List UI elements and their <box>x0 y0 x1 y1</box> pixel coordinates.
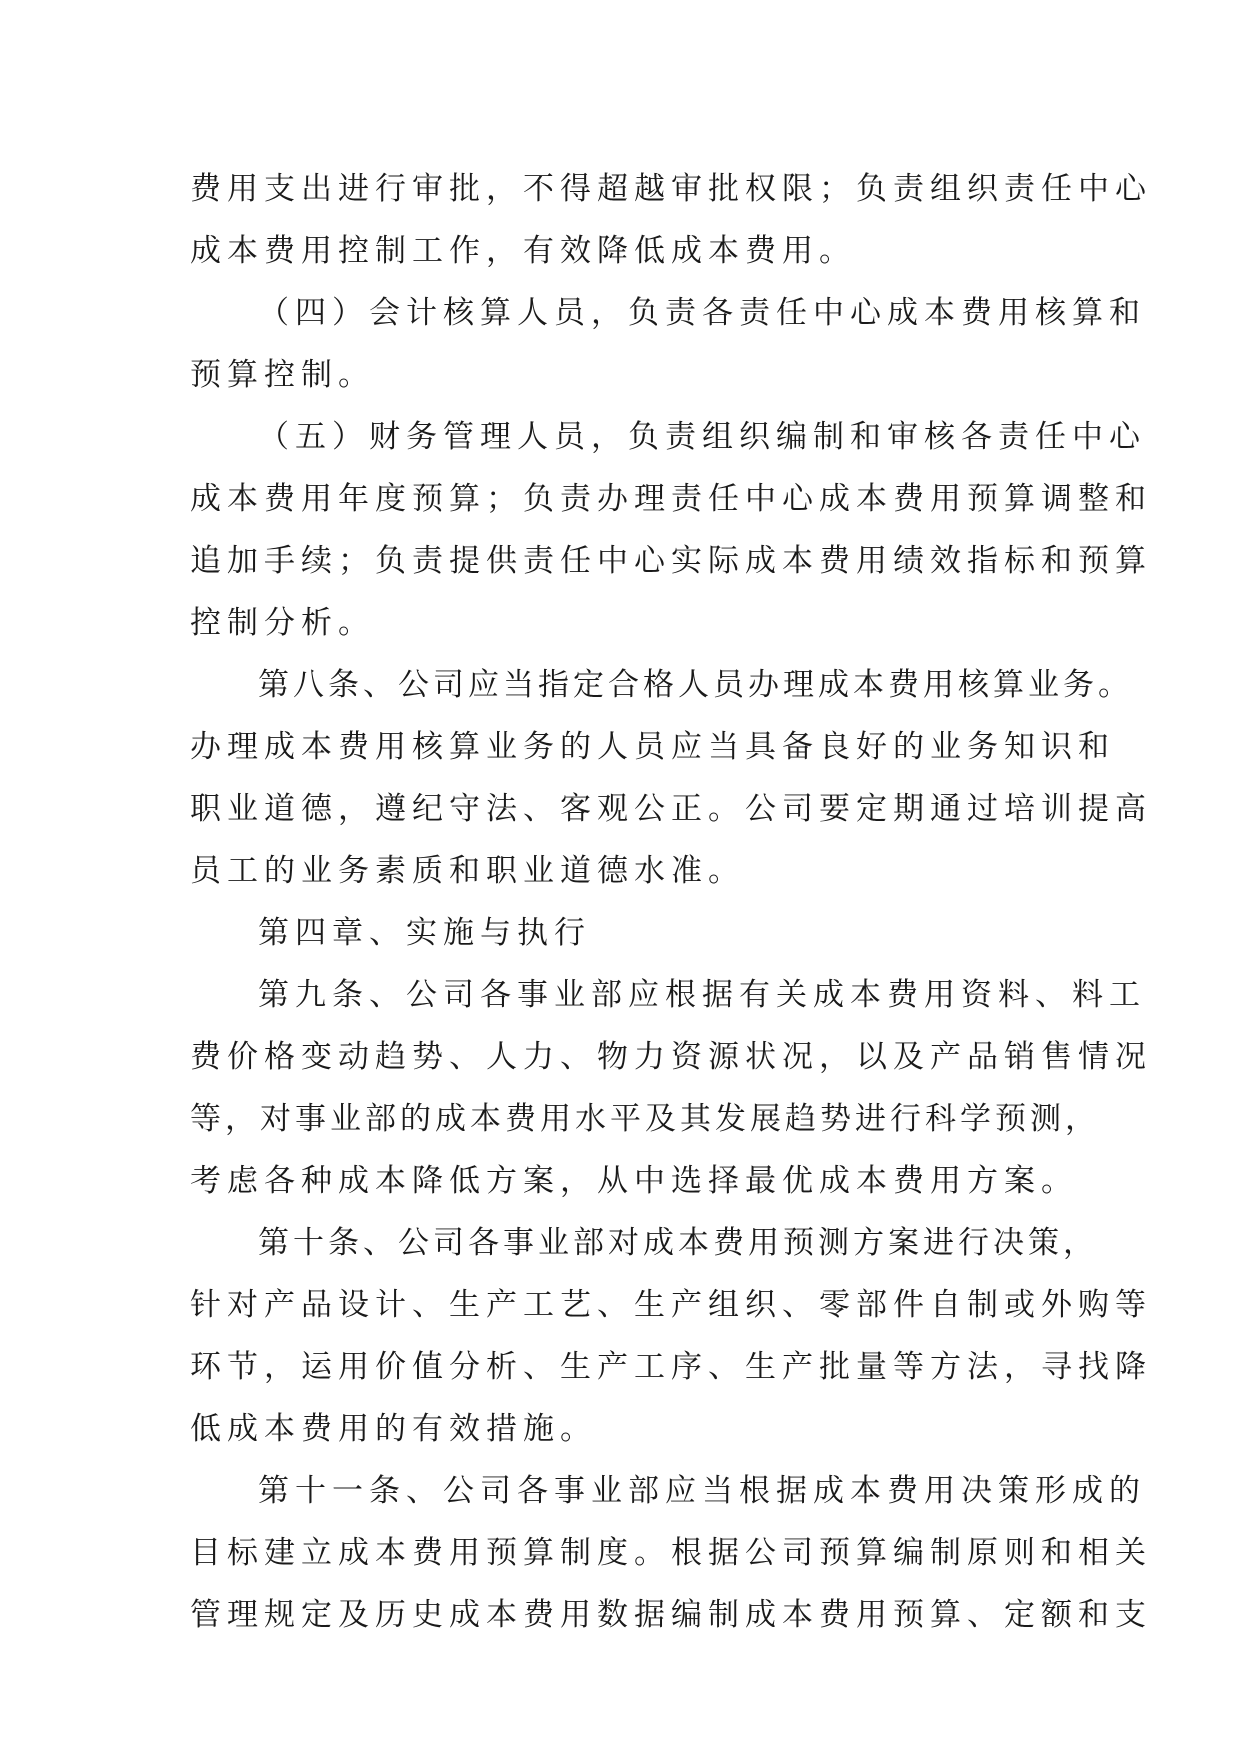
text-line: 低成本费用的有效措施。 <box>190 1411 597 1447</box>
text-line: 追加手续；负责提供责任中心实际成本费用绩效指标和预算 <box>190 543 1152 579</box>
text-line: 费用支出进行审批，不得超越审批权限；负责组织责任中心 <box>190 171 1152 207</box>
document-body <box>190 158 1152 1646</box>
text-line: 针对产品设计、生产工艺、生产组织、零部件自制或外购等 <box>190 1287 1152 1323</box>
text-line: 考虑各种成本降低方案，从中选择最优成本费用方案。 <box>190 1163 1078 1199</box>
text-line: 管理规定及历史成本费用数据编制成本费用预算、定额和支 <box>190 1597 1152 1633</box>
chapter-heading: 第四章、实施与执行 <box>258 915 591 951</box>
text-line: 控制分析。 <box>190 605 375 641</box>
text-line: 预算控制。 <box>190 357 375 393</box>
text-line: 等，对事业部的成本费用水平及其发展趋势进行科学预测， <box>190 1101 1100 1137</box>
text-line: 第十一条、公司各事业部应当根据成本费用决策形成的 <box>258 1473 1146 1509</box>
text-line: 第八条、公司应当指定合格人员办理成本费用核算业务。 <box>258 667 1133 703</box>
text-line: 第十条、公司各事业部对成本费用预测方案进行决策， <box>258 1225 1098 1261</box>
text-line: 成本费用控制工作，有效降低成本费用。 <box>190 233 856 269</box>
text-line: （四）会计核算人员，负责各责任中心成本费用核算和 <box>258 295 1146 331</box>
text-line: 第九条、公司各事业部应根据有关成本费用资料、料工 <box>258 977 1146 1013</box>
text-line: 员工的业务素质和职业道德水准。 <box>190 853 745 889</box>
text-line: （五）财务管理人员，负责组织编制和审核各责任中心 <box>258 419 1146 455</box>
text-line: 职业道德，遵纪守法、客观公正。公司要定期通过培训提高 <box>190 791 1152 827</box>
text-line: 费价格变动趋势、人力、物力资源状况，以及产品销售情况 <box>190 1039 1152 1075</box>
text-line: 目标建立成本费用预算制度。根据公司预算编制原则和相关 <box>190 1535 1152 1571</box>
text-line: 办理成本费用核算业务的人员应当具备良好的业务知识和 <box>190 729 1115 765</box>
text-line: 成本费用年度预算；负责办理责任中心成本费用预算调整和 <box>190 481 1152 517</box>
text-line: 环节，运用价值分析、生产工序、生产批量等方法，寻找降 <box>190 1349 1152 1385</box>
